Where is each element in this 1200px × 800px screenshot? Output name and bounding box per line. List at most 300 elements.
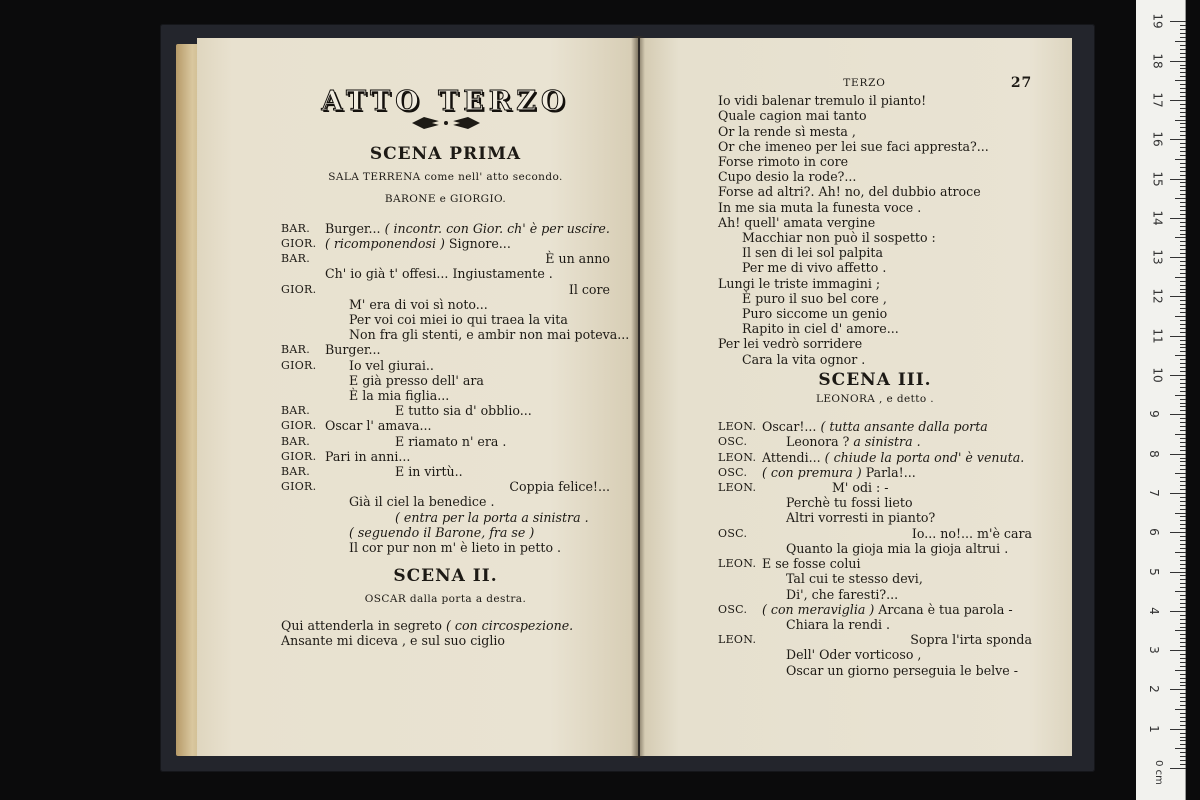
ruler-tick [1180,29,1186,30]
ruler-tick [1175,41,1186,42]
ruler-tick [1180,682,1186,683]
ruler-tick [1180,344,1186,345]
text-line [718,495,1032,510]
ruler-tick [1180,112,1186,113]
text-line [281,388,610,403]
line-text [718,139,1032,154]
text-line [718,260,1032,275]
ruler-tick [1180,560,1186,561]
ruler-tick [1180,33,1186,34]
ruler-tick [1180,587,1186,588]
ruler-tick [1170,454,1186,455]
text-line [281,434,610,449]
stage-direction: ( con circospezione. [445,617,574,633]
ruler-tick [1180,654,1186,655]
ruler-tick [1180,599,1186,600]
stage-direction: ( con premura ) [762,464,862,480]
ruler-label: 11 [1150,328,1165,344]
ruler-tick [1180,340,1186,341]
text-line [281,510,610,525]
text-line [281,358,610,373]
ruler-tick [1180,68,1186,69]
speaker-label [281,525,325,540]
line-text [718,169,1032,184]
ruler-tick [1180,147,1186,148]
text-line [718,647,1032,662]
ruler-tick [1180,108,1186,109]
speaker-label [281,297,325,312]
stage-direction: ( chiude la porta ond' è venuta. [824,449,1025,465]
text-line [281,403,610,418]
text-line [281,633,610,648]
line-text [762,632,1032,647]
ruler-tick [1170,729,1186,730]
ruler-tick [1175,120,1186,121]
ruler-tick [1170,336,1186,337]
ruler-tick [1180,167,1186,168]
ruler-tick [1180,658,1186,659]
ruler-tick [1180,214,1186,215]
line-segment: Il core [568,281,610,297]
ruler-label: 17 [1150,92,1165,108]
stage-direction: a sinistra . [853,434,921,450]
ruler-tick [1180,253,1186,254]
text-line [718,587,1032,602]
ruler-tick [1180,383,1186,384]
line-text [718,245,1032,260]
speaker-label [281,388,325,403]
speaker-label [281,327,325,342]
ruler-tick [1180,638,1186,639]
ruler-tick [1180,304,1186,305]
text-line [718,154,1032,169]
line-segment: Per me di vivo affetto . [742,260,887,276]
line-segment: Il cor pur non m' è lieto in petto . [349,540,562,556]
ruler-label: 9 [1146,410,1161,419]
ruler-tick [1180,387,1186,388]
speaker-label [281,373,325,388]
ruler-tick [1180,241,1186,242]
line-text [325,251,610,266]
line-text [718,260,1032,275]
ruler-tick [1180,84,1186,85]
speaker-label: GIOR. [281,480,317,494]
line-segment: In me sia muta la funesta voce . [718,199,922,215]
ruler-tick [1180,399,1186,400]
speaker-label: BAR. [281,404,311,418]
speaker-label [718,587,762,602]
line-segment: Dell' Oder vorticoso , [786,647,922,663]
text-line [718,291,1032,306]
ruler-tick [1180,469,1186,470]
ruler-tick [1170,179,1186,180]
ruler-label: 3 [1146,646,1161,654]
running-head [718,76,1032,91]
ruler-tick [1180,171,1186,172]
line-segment: Altri vorresti in pianto? [786,510,936,526]
line-text [718,200,1032,215]
ruler-tick [1180,615,1186,616]
line-segment: Tal cui te stesso devi, [786,571,923,587]
ruler-tick [1180,269,1186,270]
line-text [718,154,1032,169]
ruler-tick [1180,509,1186,510]
ruler-tick [1180,92,1186,93]
line-text [325,540,610,555]
line-text [762,495,1032,510]
line-segment: Signore... [444,236,511,252]
text-line [281,221,610,236]
ruler-tick [1180,544,1186,545]
text-line [718,276,1032,291]
ruler-tick [1180,234,1186,235]
ruler-tick [1180,155,1186,156]
line-segment: Burger... [325,342,381,358]
ruler-tick [1180,662,1186,663]
text-line [718,480,1032,495]
ruler-tick [1180,289,1186,290]
ruler-tick [1180,477,1186,478]
ruler-label: 13 [1150,249,1165,265]
ruler-unit: 0 cm [1152,760,1164,785]
line-text [762,419,1032,434]
ruler-tick [1170,650,1186,651]
ruler-tick [1180,619,1186,620]
line-segment: Or che imeneo per lei sue faci appresta?... [718,138,989,154]
ruler-tick [1180,25,1186,26]
ruler-tick [1180,53,1186,54]
line-segment: E già presso dell' ara [349,372,484,388]
ruler-tick [1175,198,1186,199]
line-text [762,541,1032,556]
ruler-tick [1170,21,1186,22]
ruler-tick [1180,151,1186,152]
ruler-label: 19 [1150,13,1165,29]
text-line [718,306,1032,321]
ruler-label: 6 [1146,528,1161,537]
ruler-tick [1180,57,1186,58]
text-line [718,200,1032,215]
stage-direction: ( tutta ansante dalla porta [820,419,988,435]
line-segment: Non fra gli stenti, e ambir non mai poteva... [349,327,630,343]
ruler-tick [1175,237,1186,238]
text-line [718,541,1032,556]
line-text [762,571,1032,586]
ruler-tick [1180,465,1186,466]
line-text [718,321,1032,336]
ruler-tick [1180,548,1186,549]
ruler-tick [1180,524,1186,525]
ruler-tick [1180,733,1186,734]
ruler-tick [1180,328,1186,329]
ruler-tick [1175,748,1186,749]
speaker-label: BAR. [281,221,311,235]
speaker-label: BAR. [281,252,311,266]
line-segment: Attendi... [762,449,825,465]
ruler-tick [1170,257,1186,258]
line-text [325,221,610,236]
ruler-tick [1180,501,1186,502]
line-segment: Or la rende sì mesta , [718,123,856,139]
speaker-label [281,494,325,509]
speaker-label [281,510,325,525]
ruler-tick [1175,395,1186,396]
ruler-tick [1170,100,1186,101]
ruler-tick [1170,572,1186,573]
ruler-tick [1180,72,1186,73]
line-text [762,556,1032,571]
line-segment: Per voi coi miei io qui traea la vita [349,312,568,328]
speaker-label: LEON. [718,633,757,647]
line-segment: Macchiar non può il sospetto : [742,230,936,246]
ruler-label: 8 [1146,449,1161,458]
ruler-tick [1180,666,1186,667]
ruler-tick [1170,414,1186,415]
speaker-label: OSC. [718,602,748,616]
speaker-label [281,540,325,555]
text-line [281,312,610,327]
ruler-tick [1180,595,1186,596]
text-line [718,352,1032,367]
ruler-label: 4 [1146,606,1161,615]
line-segment: È la mia figlia... [349,388,450,404]
line-segment: Arcana è tua parola - [874,601,1013,617]
text-line [281,418,610,433]
scene-title: SCENA II. [393,566,498,587]
ruler-tick [1180,104,1186,105]
speaker-label: GIOR. [281,449,317,463]
text-line [718,632,1032,647]
line-text [281,633,610,648]
speaker-label [718,541,762,556]
ruler-tick [1180,175,1186,176]
ruler-tick [1180,685,1186,686]
line-text [762,617,1032,632]
text-line [718,571,1032,586]
ruler-tick [1180,308,1186,309]
text-line [281,342,610,357]
ruler-tick [1180,300,1186,301]
speaker-label: OSC. [718,465,748,479]
text-line [281,464,610,479]
ruler-tick [1180,379,1186,380]
line-text [325,388,610,403]
text-line [718,169,1032,184]
ruler-label: 12 [1150,288,1165,305]
ruler-tick [1180,697,1186,698]
line-segment: Forse ad altri?. Ah! no, del dubbio atroce [718,184,981,200]
speaker-label: BAR. [281,465,311,479]
text-line [281,266,610,281]
scene-title: SCENA III. [818,369,932,390]
act-title: ATTO TERZO [321,86,570,117]
book-gutter [631,36,645,758]
ruler-tick [1180,347,1186,348]
ruler-tick [1180,312,1186,313]
ruler-tick [1180,131,1186,132]
ruler-tick [1180,422,1186,423]
line-text [325,479,610,494]
text-line [718,93,1032,108]
line-text [718,291,1032,306]
ruler-tick [1180,351,1186,352]
line-text [718,352,1032,367]
ruler-tick [1180,579,1186,580]
ruler-tick [1180,481,1186,482]
line-segment: Qui attenderla in segreto [281,617,446,633]
line-text [325,525,610,540]
line-text [762,510,1032,525]
line-text [325,282,610,297]
line-segment: E riamato n' era . [395,433,507,449]
line-segment: Burger... [325,220,385,236]
ruler-tick [1180,116,1186,117]
speaker-label [718,510,762,525]
text-line [718,124,1032,139]
ruler-tick [1180,96,1186,97]
ruler-tick [1170,611,1186,612]
line-text [325,403,610,418]
ruler-tick [1180,607,1186,608]
text-line [281,618,610,633]
line-segment: Oscar!... [762,419,821,435]
line-text [762,602,1032,617]
ruler-label: 1 [1146,724,1161,733]
ruler-tick [1180,568,1186,569]
stage-direction: ( con meraviglia ) [762,601,875,617]
ruler-tick [1180,391,1186,392]
ruler-tick [1170,768,1186,769]
line-text [718,306,1032,321]
ruler-tick [1180,359,1186,360]
ruler-tick [1180,363,1186,364]
ruler-tick [1175,316,1186,317]
ruler-tick [1180,226,1186,227]
text-line [718,663,1032,678]
line-segment: Io vel giurai.. [349,357,434,373]
line-segment: Pari in anni... [325,448,411,464]
ruler-tick [1180,564,1186,565]
line-segment: Sopra l'irta sponda [910,632,1032,648]
ruler-label: 10 [1150,367,1165,383]
dialogue-block [281,618,610,648]
ruler-tick [1175,591,1186,592]
ruler-tick [1175,630,1186,631]
ruler-tick [1180,371,1186,372]
line-text [762,587,1032,602]
text-line [718,230,1032,245]
ruler-tick [1170,532,1186,533]
dialogue-block [718,419,1032,677]
ruler-label: 18 [1150,52,1165,69]
speaker-label [718,495,762,510]
line-text [325,297,610,312]
line-text [762,450,1032,465]
ruler-tick [1170,139,1186,140]
ruler-tick [1180,623,1186,624]
ruler-tick [1180,634,1186,635]
ruler-tick [1170,218,1186,219]
line-text [325,494,610,509]
speaker-label [718,663,762,678]
line-text [718,93,1032,108]
ruler-label: 7 [1146,489,1161,497]
text-line [718,336,1032,351]
ruler-tick [1170,689,1186,690]
line-segment: M' era di voi sì noto... [349,296,488,312]
text-line [281,373,610,388]
scene-cast: LEONORA , e detto . [815,393,935,406]
ruler-tick [1170,375,1186,376]
ruler-tick [1180,556,1186,557]
ruler-tick [1180,752,1186,753]
line-segment: Perchè tu fossi lieto [786,495,913,511]
ruler-tick [1180,450,1186,451]
text-line [281,282,610,297]
ruler-tick [1180,540,1186,541]
ruler-tick [1175,513,1186,514]
text-line [281,449,610,464]
text-line [281,525,610,540]
text-line [281,327,630,343]
line-text [325,266,610,281]
ruler-tick [1180,725,1186,726]
ruler-tick [1180,210,1186,211]
ruler-tick [1180,528,1186,529]
line-segment: Cara la vita ognor . [742,351,866,367]
ruler-tick [1180,127,1186,128]
ruler-tick [1180,49,1186,50]
text-line [281,540,610,555]
line-segment: Già il ciel la benedice . [349,494,495,510]
speaker-label: OSC. [718,435,748,449]
line-segment: Rapito in ciel d' amore... [742,321,899,337]
measuring-ruler [1136,0,1186,800]
ruler-tick [1180,575,1186,576]
running-head-title: TERZO [843,77,886,89]
ornament-divider [410,115,482,131]
line-text [718,124,1032,139]
text-line [718,419,1032,434]
line-segment: Forse rimoto in core [718,154,849,170]
line-segment: Ansante mi diceva , e sul suo ciglio [281,632,506,648]
speaker-label: GIOR. [281,358,317,372]
ruler-tick [1180,245,1186,246]
speaker-label: GIOR. [281,419,317,433]
ruler-tick [1180,143,1186,144]
speaker-label [718,617,762,632]
ruler-tick [1180,186,1186,187]
speaker-label: BAR. [281,434,311,448]
line-text [718,336,1032,351]
line-text [718,230,1032,245]
ruler-tick [1175,277,1186,278]
ruler-label: 14 [1150,210,1165,226]
ruler-tick [1180,163,1186,164]
ruler-label: 5 [1146,567,1161,576]
ruler-tick [1175,355,1186,356]
ruler-tick [1170,296,1186,297]
ruler-tick [1175,434,1186,435]
ruler-tick [1180,324,1186,325]
speaker-label [718,647,762,662]
scene-cast: BARONE e GIORGIO. [384,192,507,205]
speaker-label: GIOR. [281,282,317,296]
ruler-tick [1180,713,1186,714]
text-line [718,215,1032,230]
ruler-tick [1180,206,1186,207]
line-text [762,480,1032,495]
